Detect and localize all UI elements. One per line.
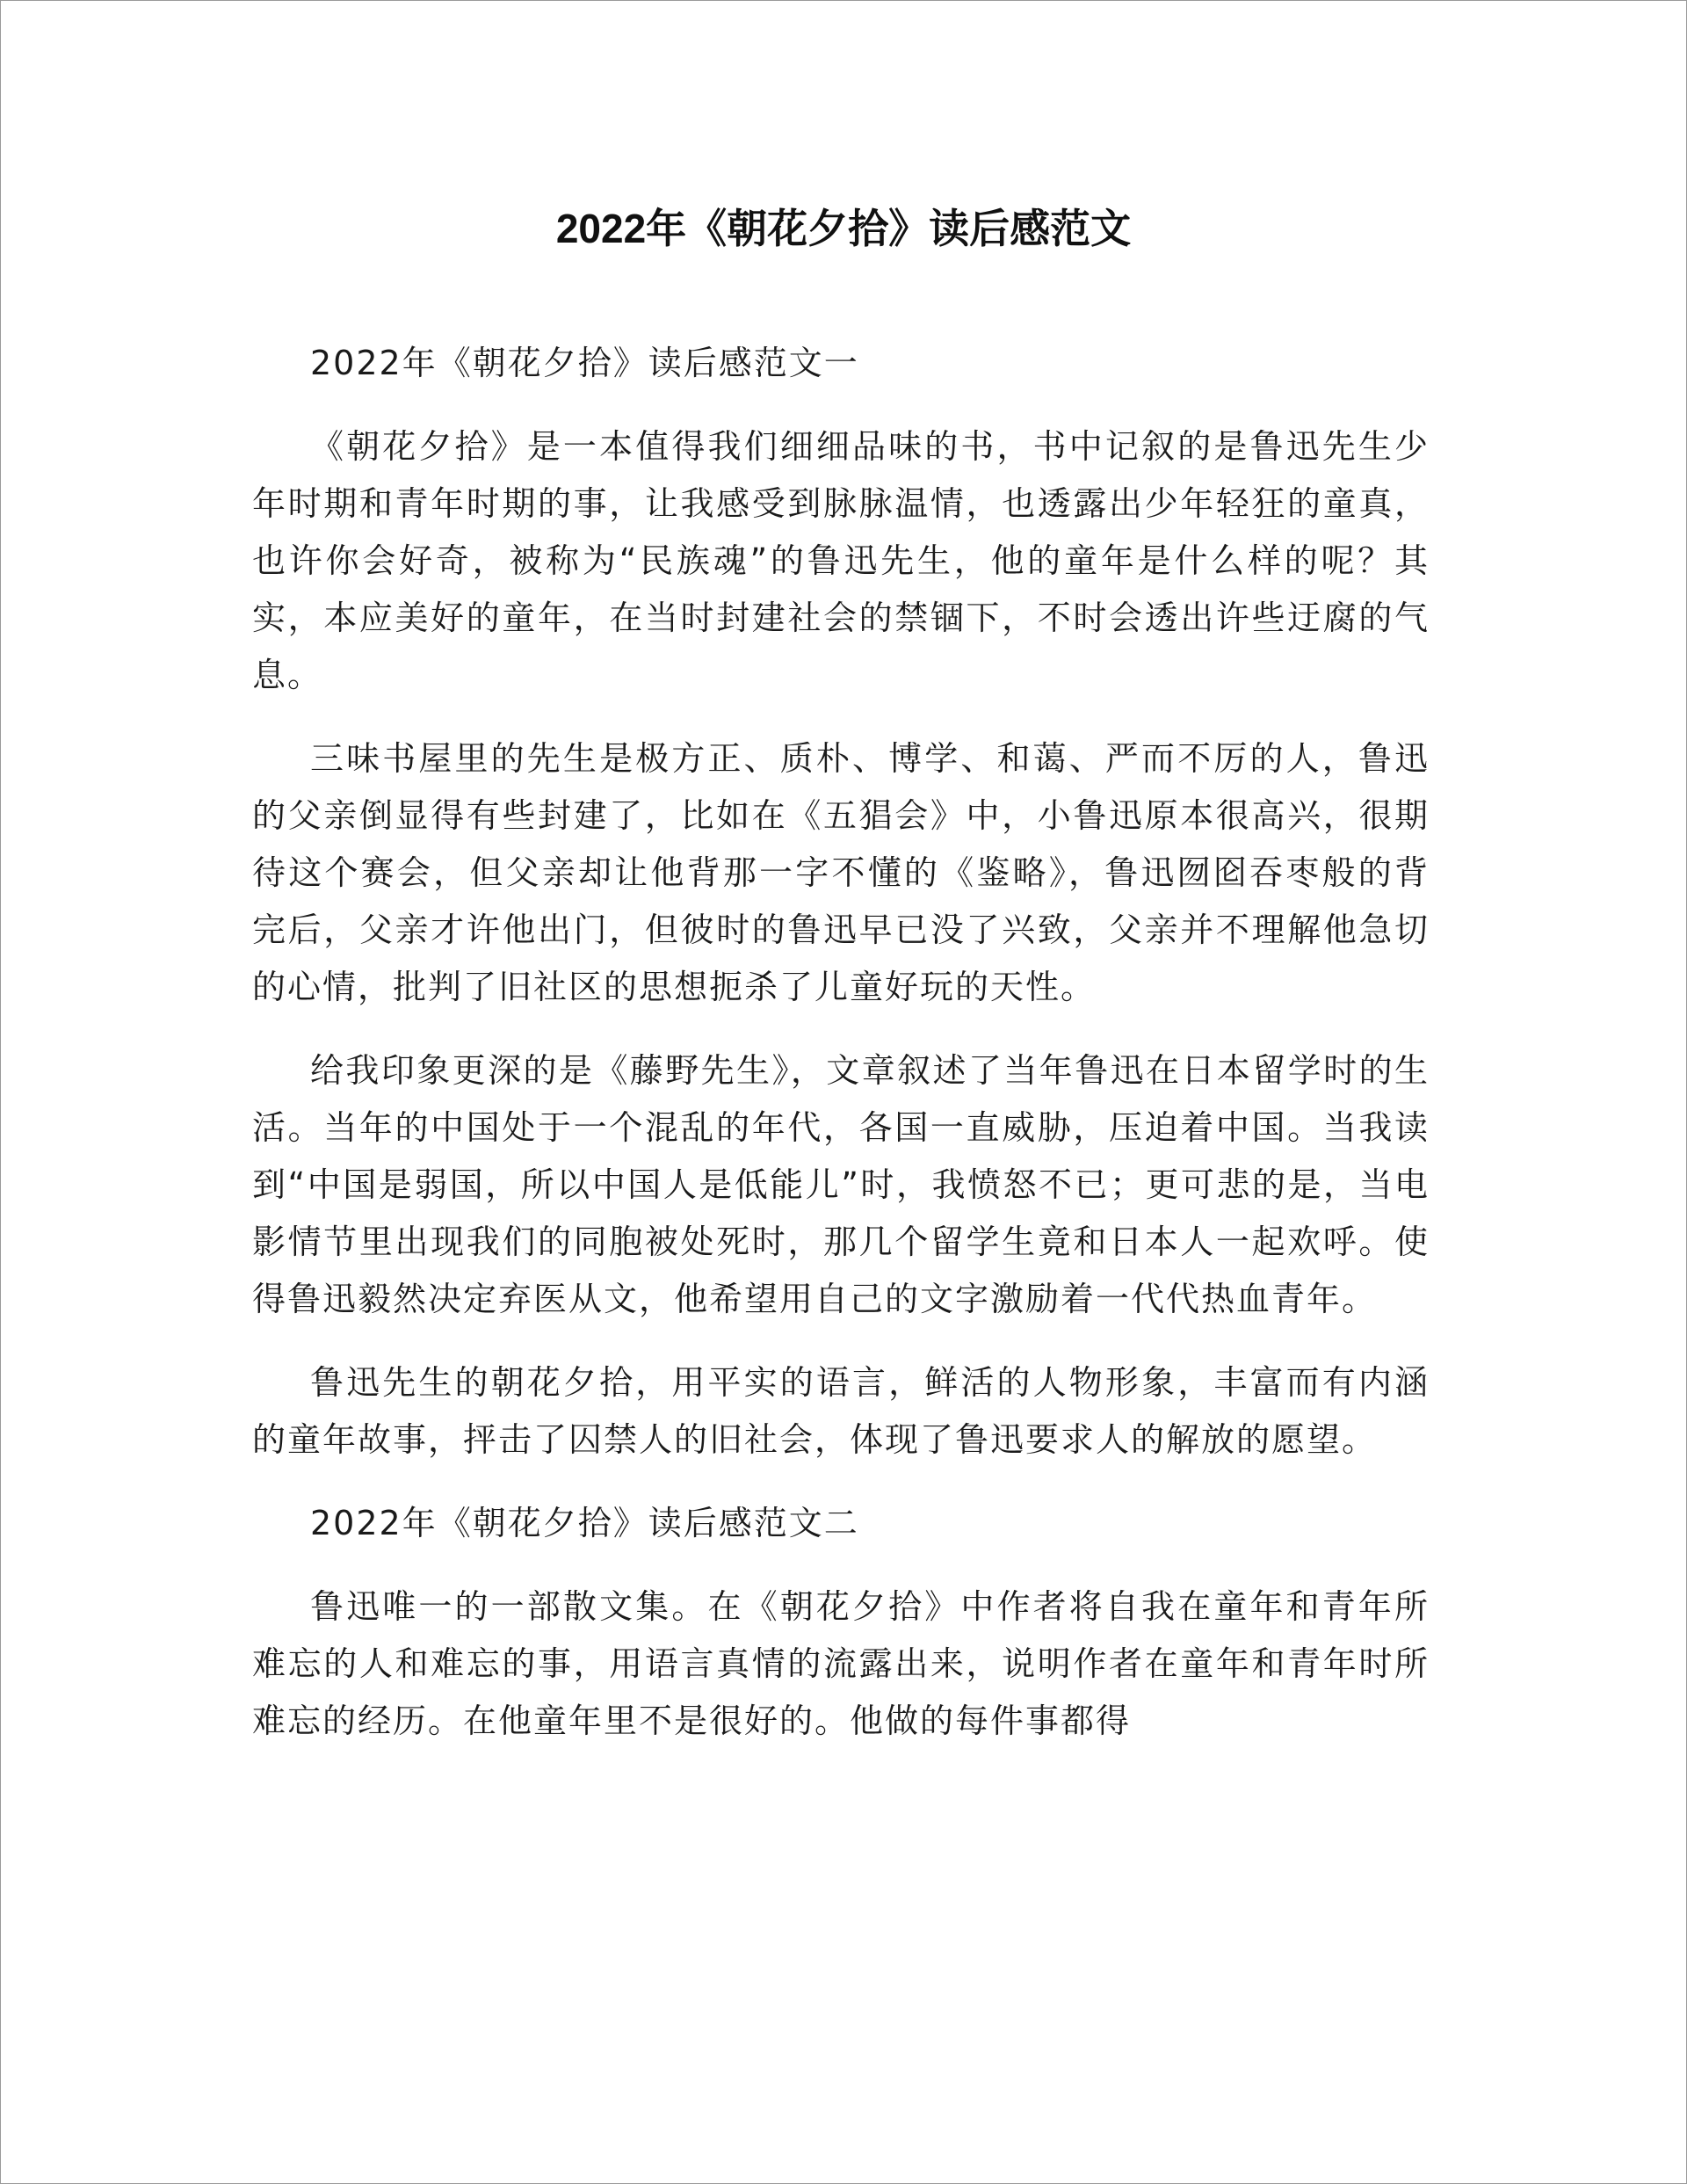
section-heading: 2022年《朝花夕拾》读后感范文二 — [310, 1504, 859, 1542]
paragraph: 《朝花夕拾》是一本值得我们细细品味的书，书中记叙的是鲁迅先生少年时期和青年时期的事，让我感受到脉脉温情，也透露出少年轻狂的童真，也许你会好奇，被称为“民族魂”的鲁迅先生，他的童年是什么样的呢？其实，本应美好的童年，在当时封建社会的禁锢下，不时会透出许些迂腐的气息。 — [252, 427, 1430, 694]
paragraph: 三味书屋里的先生是极方正、质朴、博学、和蔼、严而不厉的人，鲁迅的父亲倒显得有些封建了，比如在《五猖会》中，小鲁迅原本很高兴，很期待这个赛会，但父亲却让他背那一字不懂的《鉴略》，鲁迅囫囵吞枣般的背完后，父亲才许他出门，但彼时的鲁迅早已没了兴致，父亲并不理解他急切的心情，批判了旧社区的思想扼杀了儿童好玩的天性。 — [252, 739, 1430, 1006]
paragraph: 给我印象更深的是《藤野先生》，文章叙述了当年鲁迅在日本留学时的生活。当年的中国处于一个混乱的年代，各国一直威胁，压迫着中国。当我读到“中国是弱国，所以中国人是低能儿”时，我愤怒不已；更可悲的是，当电影情节里出现我们的同胞被处死时，那几个留学生竟和日本人一起欢呼。使得鲁迅毅然决定弃医从文，他希望用自己的文字激励着一代代热血青年。 — [252, 1051, 1430, 1318]
document-body — [252, 335, 1430, 1750]
paragraph: 鲁迅先生的朝花夕拾，用平实的语言，鲜活的人物形象，丰富而有内涵的童年故事，抨击了囚禁人的旧社会，体现了鲁迅要求人的解放的愿望。 — [252, 1363, 1430, 1459]
document-title: 2022年《朝花夕拾》读后感范文 — [555, 206, 1132, 251]
section-heading: 2022年《朝花夕拾》读后感范文一 — [310, 344, 859, 382]
paragraph: 鲁迅唯一的一部散文集。在《朝花夕拾》中作者将自我在童年和青年所难忘的人和难忘的事，用语言真情的流露出来，说明作者在童年和青年时所难忘的经历。在他童年里不是很好的。他做的每件事都得 — [252, 1587, 1430, 1740]
